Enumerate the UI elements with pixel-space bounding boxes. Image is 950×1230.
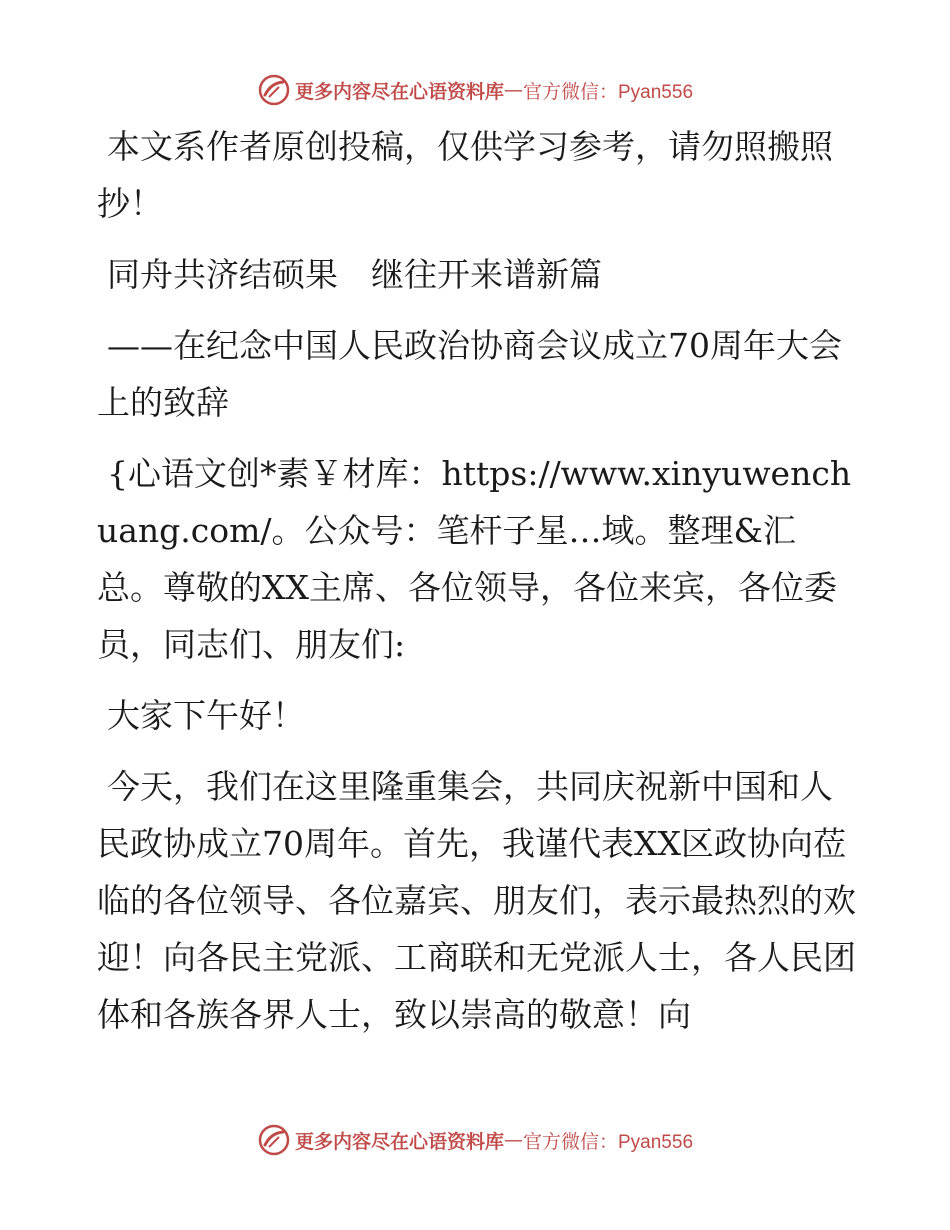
banner-separator: — — [504, 1129, 523, 1151]
source-paragraph: {心语文创*素￥材库：https://www.xinyuwenchuang.com/。公众号：笔杆子星…域。整理&汇总。尊敬的XX主席、各位领导，各位来宾，各位委员，同志们、朋友们: — [97, 454, 852, 664]
banner-text: 更多内容尽在心语资料库 — [294, 80, 504, 103]
document-subtitle: ——在纪念中国人民政治协商会议成立70周年大会上的致辞 — [97, 326, 842, 422]
banner-contact: 官方微信：Pyan556 — [523, 81, 694, 103]
footer-watermark-banner — [0, 1120, 950, 1160]
header-watermark-banner — [0, 70, 950, 110]
banner-separator: — — [504, 79, 523, 101]
banner-text: 更多内容尽在心语资料库 — [294, 1130, 504, 1153]
banner-contact: 官方微信：Pyan556 — [523, 1131, 694, 1153]
copyright-notice: 本文系作者原创投稿，仅供学习参考，请勿照搬照抄！ — [97, 127, 833, 223]
body-paragraph: 今天，我们在这里隆重集会，共同庆祝新中国和人民政协成立70周年。首先，我谨代表XX区政协向莅临的各位领导、各位嘉宾、朋友们，表示最热烈的欢迎！向各民主党派、工商联和无党派人士，各人民团体和各族各界人士，致以崇高的敬意！向 — [97, 767, 856, 1034]
document-title: 同舟共济结硕果 继往开来谱新篇 — [107, 255, 602, 294]
document-body — [97, 118, 857, 1057]
pen-logo-icon — [257, 1123, 291, 1157]
pen-logo-icon — [257, 73, 291, 107]
greeting-paragraph: 大家下午好！ — [107, 696, 305, 735]
